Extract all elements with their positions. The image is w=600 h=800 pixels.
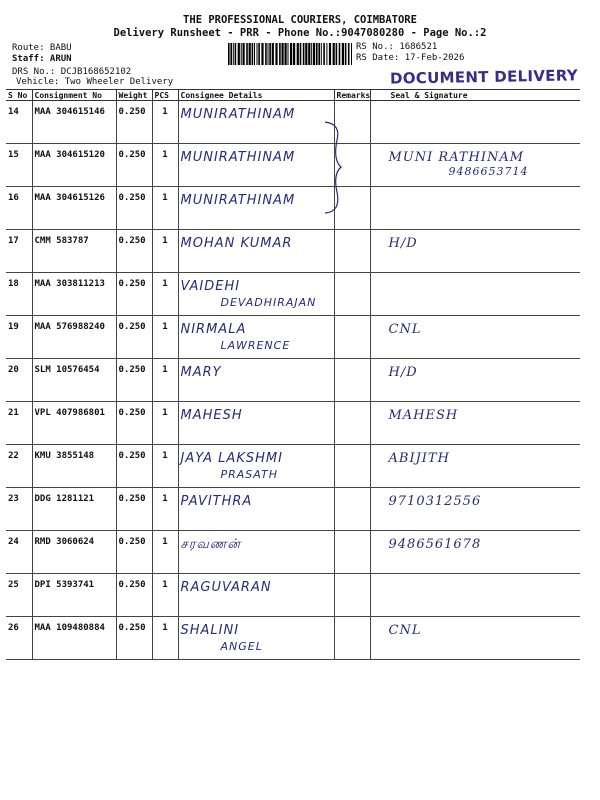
consignee-name: JAYA LAKSHMI <box>180 451 283 466</box>
row-consignee <box>178 359 334 402</box>
runsheet-table <box>6 89 580 660</box>
row-remarks <box>334 230 370 273</box>
drs-number: DRS No.: DCJB168652102 <box>12 67 132 77</box>
row-signature <box>370 402 580 445</box>
consignee-name: MAHESH <box>180 408 243 423</box>
table-row <box>6 101 580 144</box>
rs-number: RS No.: 1686521 <box>356 42 438 52</box>
consignee-name: PAVITHRA <box>180 494 253 509</box>
row-consignee <box>178 531 334 574</box>
vehicle-label: Vehicle: Two Wheeler Delivery <box>16 77 174 87</box>
row-signature <box>370 574 580 617</box>
row-pcs: 1 <box>152 531 178 574</box>
grouping-brace <box>323 120 343 215</box>
row-pcs: 1 <box>152 316 178 359</box>
row-sno: 18 <box>6 273 32 316</box>
row-consignment-no: DPI 5393741 <box>32 574 116 617</box>
row-weight: 0.250 <box>116 402 152 445</box>
row-weight: 0.250 <box>116 187 152 230</box>
consignee-name: MUNIRATHINAM <box>180 150 296 165</box>
row-consignee <box>178 316 334 359</box>
consignee-name: RAGUVARAN <box>180 580 272 595</box>
signature-text: H/D <box>388 236 418 251</box>
row-sno: 16 <box>6 187 32 230</box>
row-remarks <box>334 531 370 574</box>
barcode-image <box>228 43 352 65</box>
col-remarks: Remarks <box>334 90 370 101</box>
row-sno: 22 <box>6 445 32 488</box>
row-weight: 0.250 <box>116 273 152 316</box>
signature-text: MAHESH <box>388 408 459 423</box>
company-title: THE PROFESSIONAL COURIERS, COIMBATORE <box>183 14 417 26</box>
col-sno: S No <box>6 90 32 101</box>
row-pcs: 1 <box>152 230 178 273</box>
consignee-name: VAIDEHI <box>180 279 241 294</box>
row-consignment-no: MAA 109480884 <box>32 617 116 660</box>
table-header-row <box>6 90 580 101</box>
signature-text: H/D <box>388 365 418 380</box>
row-sno: 24 <box>6 531 32 574</box>
table-row <box>6 445 580 488</box>
signature-text: CNL <box>388 322 422 337</box>
consignee-name: MUNIRATHINAM <box>180 193 296 208</box>
row-consignment-no: KMU 3855148 <box>32 445 116 488</box>
row-remarks <box>334 359 370 402</box>
row-signature <box>370 101 580 144</box>
row-consignee <box>178 488 334 531</box>
consignee-name-line2: PRASATH <box>220 468 278 481</box>
row-signature <box>370 617 580 660</box>
row-signature <box>370 531 580 574</box>
consignee-name-line2: LAWRENCE <box>220 339 291 352</box>
row-consignment-no: VPL 407986801 <box>32 402 116 445</box>
row-remarks <box>334 617 370 660</box>
row-sno: 15 <box>6 144 32 187</box>
row-sno: 14 <box>6 101 32 144</box>
row-consignment-no: MAA 576988240 <box>32 316 116 359</box>
row-sno: 26 <box>6 617 32 660</box>
row-weight: 0.250 <box>116 531 152 574</box>
consignee-name-line2: DEVADHIRAJAN <box>220 296 317 309</box>
table-row <box>6 273 580 316</box>
row-pcs: 1 <box>152 402 178 445</box>
row-consignment-no: MAA 304615120 <box>32 144 116 187</box>
row-pcs: 1 <box>152 488 178 531</box>
row-weight: 0.250 <box>116 316 152 359</box>
consignee-name: MARY <box>180 365 222 380</box>
row-consignment-no: MAA 304615146 <box>32 101 116 144</box>
row-remarks <box>334 488 370 531</box>
row-weight: 0.250 <box>116 101 152 144</box>
runsheet-subtitle: Delivery Runsheet - PRR - Phone No.:9047080280 - Page No.:2 <box>113 27 487 39</box>
row-signature <box>370 359 580 402</box>
row-remarks <box>334 402 370 445</box>
row-consignment-no: MAA 304615126 <box>32 187 116 230</box>
col-consignment: Consignment No <box>32 90 116 101</box>
row-sno: 20 <box>6 359 32 402</box>
row-pcs: 1 <box>152 574 178 617</box>
signature-text: 9710312556 <box>388 494 482 509</box>
row-weight: 0.250 <box>116 488 152 531</box>
table-row <box>6 574 580 617</box>
row-pcs: 1 <box>152 187 178 230</box>
row-pcs: 1 <box>152 101 178 144</box>
row-consignee <box>178 574 334 617</box>
row-weight: 0.250 <box>116 144 152 187</box>
row-consignee <box>178 144 334 187</box>
signature-text: MUNI RATHINAM <box>388 150 525 165</box>
consignee-name: MUNIRATHINAM <box>180 107 296 122</box>
row-consignee <box>178 445 334 488</box>
table-row <box>6 230 580 273</box>
row-sno: 21 <box>6 402 32 445</box>
row-pcs: 1 <box>152 617 178 660</box>
row-consignment-no: DDG 1281121 <box>32 488 116 531</box>
row-sno: 17 <box>6 230 32 273</box>
rs-date: RS Date: 17-Feb-2026 <box>356 53 465 63</box>
row-remarks <box>334 273 370 316</box>
table-row <box>6 187 580 230</box>
table-row <box>6 531 580 574</box>
row-signature <box>370 230 580 273</box>
consignee-name: MOHAN KUMAR <box>180 236 293 251</box>
table-row <box>6 316 580 359</box>
row-consignee <box>178 402 334 445</box>
consignee-name: SHALINI <box>180 623 240 638</box>
table-row <box>6 359 580 402</box>
row-signature <box>370 488 580 531</box>
table-row <box>6 402 580 445</box>
document-delivery-stamp: DOCUMENT DELIVERY <box>389 66 579 88</box>
row-signature <box>370 445 580 488</box>
row-consignee <box>178 187 334 230</box>
row-consignee <box>178 101 334 144</box>
signature-text: CNL <box>388 623 422 638</box>
row-remarks <box>334 574 370 617</box>
row-signature <box>370 316 580 359</box>
row-weight: 0.250 <box>116 230 152 273</box>
row-consignment-no: MAA 303811213 <box>32 273 116 316</box>
row-sno: 19 <box>6 316 32 359</box>
col-weight: Weight <box>116 90 152 101</box>
row-consignee <box>178 617 334 660</box>
route-label: Route: BABU <box>12 43 72 53</box>
col-consignee: Consignee Details <box>178 90 334 101</box>
consignee-name-line2: ANGEL <box>220 640 263 653</box>
row-signature <box>370 273 580 316</box>
table-row <box>6 144 580 187</box>
signature-text: 9486561678 <box>388 537 482 552</box>
row-consignment-no: SLM 10576454 <box>32 359 116 402</box>
col-pcs: PCS <box>152 90 178 101</box>
row-consignment-no: RMD 3060624 <box>32 531 116 574</box>
row-pcs: 1 <box>152 445 178 488</box>
row-remarks <box>334 445 370 488</box>
row-weight: 0.250 <box>116 445 152 488</box>
staff-label: Staff: ARUN <box>12 54 72 64</box>
row-consignee <box>178 273 334 316</box>
signature-text: ABIJITH <box>388 451 450 466</box>
signature-phone: 9486653714 <box>448 165 529 178</box>
row-pcs: 1 <box>152 359 178 402</box>
row-signature <box>370 144 580 187</box>
row-pcs: 1 <box>152 273 178 316</box>
col-signature: Seal & Signature <box>370 90 580 101</box>
row-signature <box>370 187 580 230</box>
row-weight: 0.250 <box>116 617 152 660</box>
consignee-name: சரவணன் <box>180 537 242 552</box>
consignee-name: NIRMALA <box>180 322 247 337</box>
row-consignee <box>178 230 334 273</box>
table-row <box>6 617 580 660</box>
row-sno: 23 <box>6 488 32 531</box>
row-pcs: 1 <box>152 144 178 187</box>
row-weight: 0.250 <box>116 574 152 617</box>
row-consignment-no: CMM 583787 <box>32 230 116 273</box>
row-sno: 25 <box>6 574 32 617</box>
row-remarks <box>334 316 370 359</box>
table-row <box>6 488 580 531</box>
row-weight: 0.250 <box>116 359 152 402</box>
